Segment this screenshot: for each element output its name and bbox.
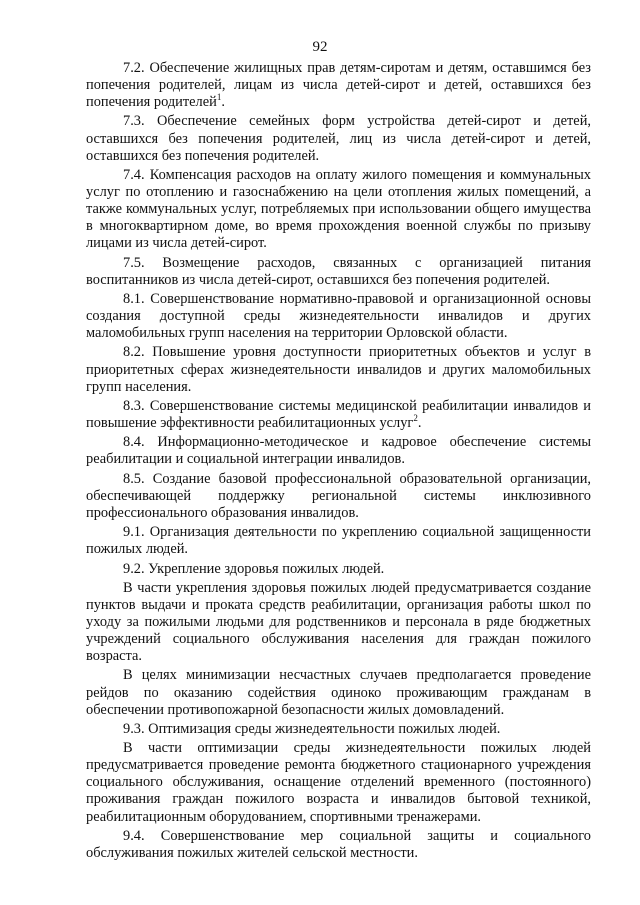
paragraph-text: 7.2. Обеспечение жилищных прав детям-сиротам и детям, оставшимся без попечения родителей, лицам из числа детей-сирот и детей, оставшихся без попечения родителей [86,60,591,111]
footnote-marker: 2 [413,413,418,424]
paragraph-9-1: 9.1. Организация деятельности по укреплению социальной защищенности пожилых людей. [86,524,591,558]
paragraph-8-1: 8.1. Совершенствование нормативно-правовой и организационной основы создания доступной среды жизнедеятельности инвалидов и других маломобильных групп населения на территории Орловской области. [86,290,591,342]
paragraph-8-2: 8.2. Повышение уровня доступности приоритетных объектов и услуг в приоритетных сферах жизнедеятельности инвалидов и других маломобильных групп населения. [86,344,591,395]
paragraph-9-2-safety: В целях минимизации несчастных случаев предполагается проведение рейдов по оказанию содействия одиноко проживающим гражданам в обеспечении противопожарной безопасности жилых домовладений. [86,667,591,718]
document-body [86,60,591,864]
paragraph-text: 8.3. Совершенствование системы медицинской реабилитации инвалидов и повышение эффективности реабилитационных услуг [86,397,591,431]
paragraph-8-3 [86,398,591,432]
paragraph-9-3-details: В части оптимизации среды жизнедеятельности пожилых людей предусматривается проведение ремонта бюджетного стационарного учреждения социального обслуживания, оснащение отделений временного (постоянного) проживания граждан пожилого возраста и инвалидов бытовой техникой, реабилитационным оборудованием, спортивными тренажерами. [86,740,591,825]
paragraph-tail: . [417,415,422,431]
paragraph-7-2 [86,60,591,111]
paragraph-7-3: 7.3. Обеспечение семейных форм устройства детей-сирот и детей, оставшихся без попечения родителей, лиц из числа детей-сирот и детей, оставшихся без попечения родителей. [86,113,591,164]
paragraph-9-2: 9.2. Укрепление здоровья пожилых людей. [123,560,385,577]
paragraph-7-5: 7.5. Возмещение расходов, связанных с организацией питания воспитанников из числа детей-сирот, оставшихся без попечения родителей. [86,254,591,288]
footnote-marker: 1 [216,92,222,103]
paragraph-8-5: 8.5. Создание базовой профессиональной образовательной организации, обеспечивающей поддержку региональной системы инклюзивного профессионального образования инвалидов. [86,470,591,521]
paragraph-8-4: 8.4. Информационно-методическое и кадровое обеспечение системы реабилитации и социальной интеграции инвалидов. [86,434,591,468]
paragraph-9-4: 9.4. Совершенствование мер социальной защиты и социального обслуживания пожилых жителей сельской местности. [86,827,591,861]
paragraph-9-2-details: В части укрепления здоровья пожилых людей предусматривается создание пунктов выдачи и проката средств реабилитации, организация работы школ по уходу за пожилыми людьми для родственников и персонала в ряде бюджетных учреждений социального обслуживания населения для граждан пожилого возраста. [86,579,591,665]
paragraph-tail: . [221,94,225,111]
page-number: 92 [312,39,328,55]
paragraph-7-4: 7.4. Компенсация расходов на оплату жилого помещения и коммунальных услуг по отоплению и газоснабжению на цели отопления жилых помещений, а также коммунальных услуг, потребляемых при использовании общего имущества в многоквартирном доме, во время прохождения военной службы по призыву лицами из числа детей-сирот. [86,166,591,252]
paragraph-9-3: 9.3. Оптимизация среды жизнедеятельности пожилых людей. [123,720,501,737]
